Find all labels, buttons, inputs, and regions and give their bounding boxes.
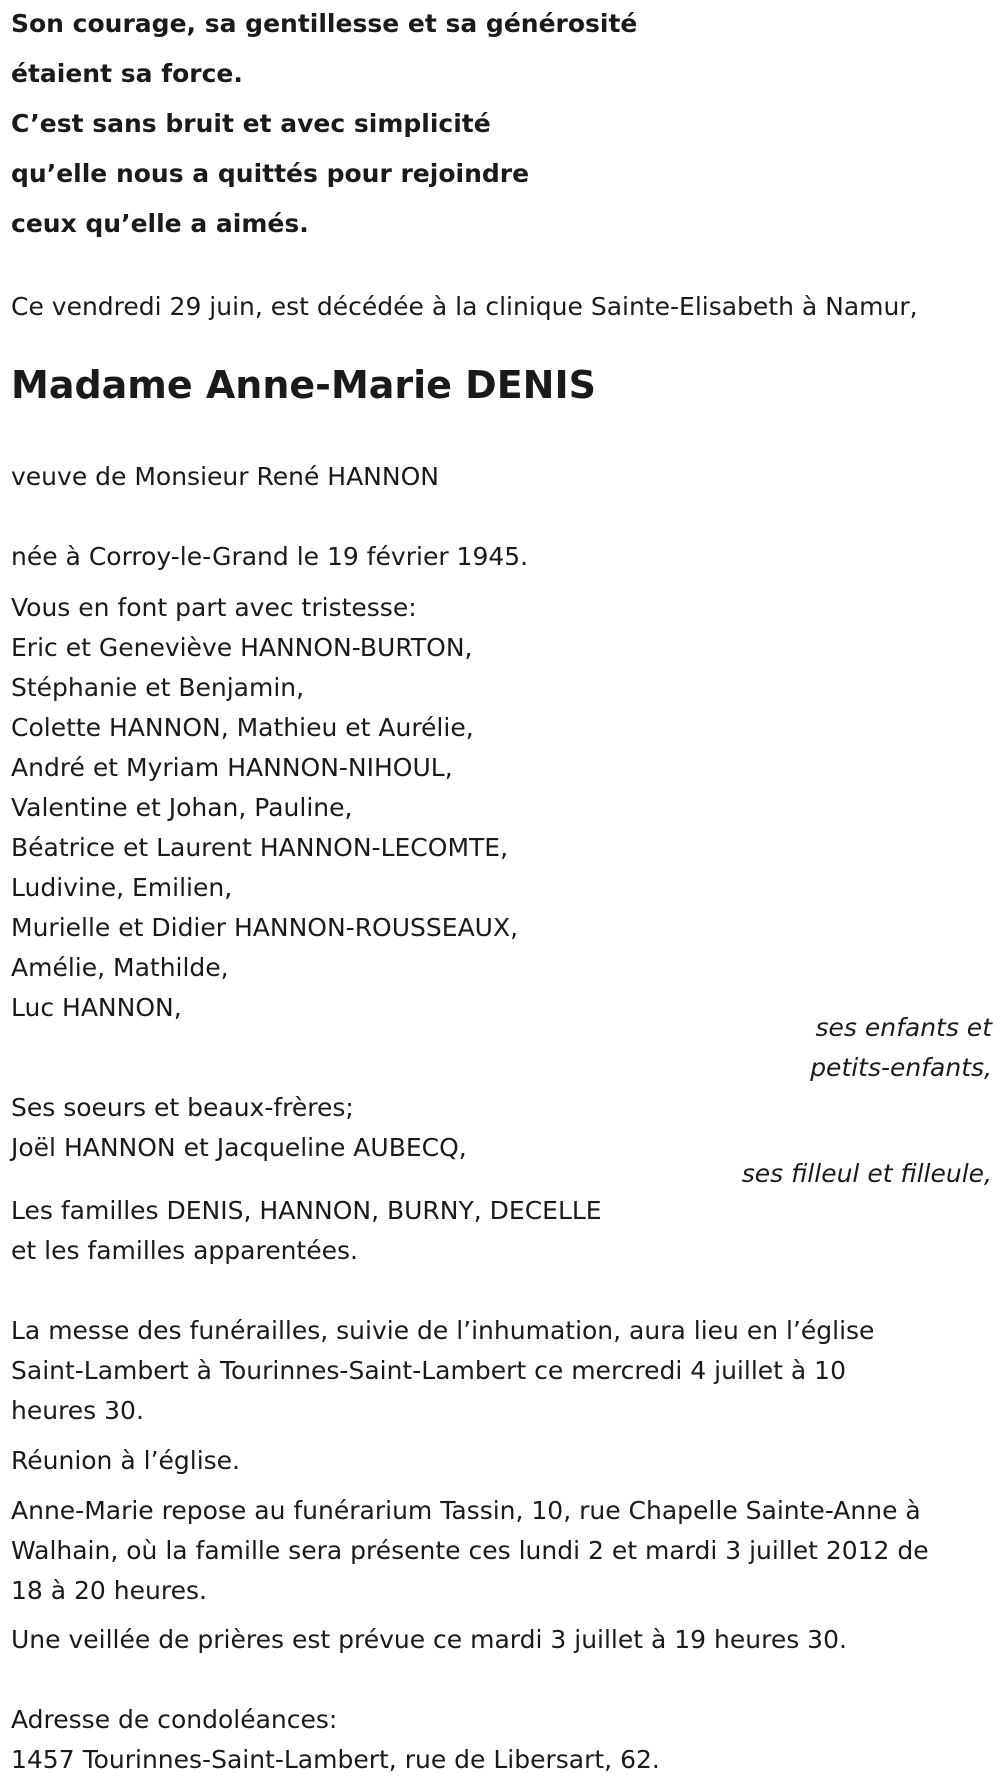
deceased-name: Madame Anne-Marie DENIS (11, 363, 596, 407)
family-line: Stéphanie et Benjamin, (11, 673, 305, 702)
death-announcement: Ce vendredi 29 juin, est décédée à la clinique Sainte-Elisabeth à Namur, (11, 292, 918, 321)
children-role: ses enfants et (815, 1013, 992, 1042)
meeting-info: Réunion à l’église. (11, 1446, 241, 1475)
family-line: Murielle et Didier HANNON-ROUSSEAUX, (11, 913, 519, 942)
poem-line: qu’elle nous a quittés pour rejoindre (11, 159, 530, 188)
family-intro: Vous en font part avec tristesse: (11, 593, 417, 622)
rest-line: 18 à 20 heures. (11, 1576, 207, 1605)
family-line: Colette HANNON, Mathieu et Aurélie, (11, 713, 474, 742)
funeral-line: heures 30. (11, 1396, 144, 1425)
family-line: Ludivine, Emilien, (11, 873, 233, 902)
funeral-line: La messe des funérailles, suivie de l’inhumation, aura lieu en l’église (11, 1316, 875, 1345)
poem-line: ceux qu’elle a aimés. (11, 209, 309, 238)
rest-line: Walhain, où la famille sera présente ces lundi 2 et mardi 3 juillet 2012 de (11, 1536, 929, 1565)
vigil-info: Une veillée de prières est prévue ce mardi 3 juillet à 19 heures 30. (11, 1625, 847, 1654)
children-role: petits-enfants, (810, 1053, 992, 1082)
poem-line: Son courage, sa gentillesse et sa générosité (11, 9, 638, 38)
siblings-line: Joël HANNON et Jacqueline AUBECQ, (11, 1133, 467, 1162)
family-line: Amélie, Mathilde, (11, 953, 229, 982)
rest-line: Anne-Marie repose au funérarium Tassin, 10, rue Chapelle Sainte-Anne à (11, 1496, 921, 1525)
family-line: Béatrice et Laurent HANNON-LECOMTE, (11, 833, 509, 862)
family-line: Luc HANNON, (11, 993, 182, 1022)
siblings-line: Ses soeurs et beaux-frères; (11, 1093, 354, 1122)
godchild-role: ses filleul et filleule, (741, 1159, 992, 1188)
condolences-address: 1457 Tourinnes-Saint-Lambert, rue de Libersart, 62. (11, 1745, 660, 1774)
families-line: Les familles DENIS, HANNON, BURNY, DECELLE (11, 1196, 602, 1225)
families-line: et les familles apparentées. (11, 1236, 358, 1265)
widow-of: veuve de Monsieur René HANNON (11, 462, 439, 491)
birth-info: née à Corroy-le-Grand le 19 février 1945. (11, 542, 529, 571)
family-line: André et Myriam HANNON-NIHOUL, (11, 753, 453, 782)
family-line: Valentine et Johan, Pauline, (11, 793, 353, 822)
poem-line: étaient sa force. (11, 59, 243, 88)
funeral-line: Saint-Lambert à Tourinnes-Saint-Lambert ce mercredi 4 juillet à 10 (11, 1356, 846, 1385)
poem-line: C’est sans bruit et avec simplicité (11, 109, 491, 138)
family-line: Eric et Geneviève HANNON-BURTON, (11, 633, 473, 662)
condolences-label: Adresse de condoléances: (11, 1705, 338, 1734)
